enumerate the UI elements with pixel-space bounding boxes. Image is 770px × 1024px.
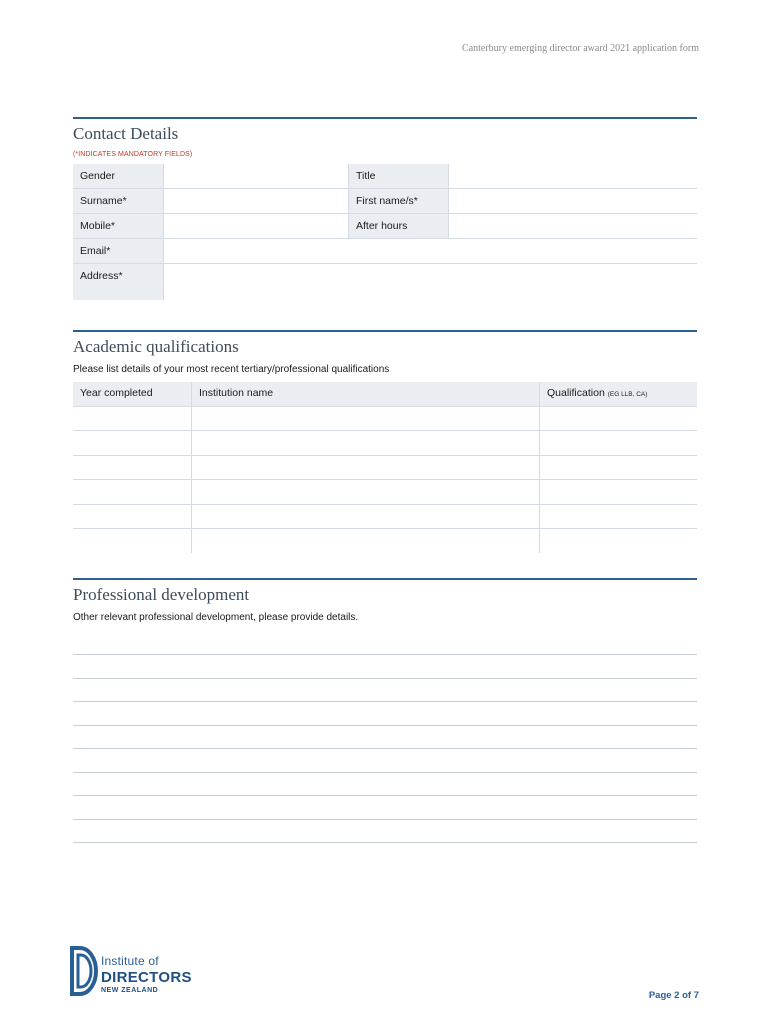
professional-section-title: Professional development [73, 585, 250, 604]
contact-row [73, 264, 697, 300]
year-cell[interactable] [73, 529, 192, 553]
year-cell[interactable] [73, 431, 192, 455]
writing-line[interactable] [73, 842, 697, 843]
address-field[interactable] [164, 264, 697, 300]
table-row [73, 407, 697, 432]
writing-line[interactable] [73, 678, 697, 702]
contact-row [73, 164, 697, 189]
table-row [73, 529, 697, 553]
writing-line[interactable] [73, 748, 697, 772]
institution-cell[interactable] [192, 480, 540, 504]
table-row [73, 456, 697, 481]
institution-cell[interactable] [192, 456, 540, 480]
year-cell[interactable] [73, 407, 192, 431]
academic-section-title: Academic qualifications [73, 337, 239, 356]
mobile-label: Mobile* [73, 214, 164, 238]
section-divider [73, 578, 697, 580]
qualification-cell[interactable] [540, 529, 697, 553]
table-header-row [73, 382, 697, 407]
writing-line[interactable] [73, 819, 697, 843]
table-row [73, 480, 697, 505]
logo-text-new-zealand: NEW ZEALAND [101, 987, 159, 994]
mobile-field[interactable] [164, 214, 349, 238]
year-cell[interactable] [73, 456, 192, 480]
section-divider [73, 330, 697, 332]
table-row [73, 431, 697, 456]
writing-line[interactable] [73, 701, 697, 725]
title-field[interactable] [449, 164, 697, 188]
gender-label: Gender [73, 164, 164, 188]
gender-field[interactable] [164, 164, 349, 188]
institution-cell[interactable] [192, 431, 540, 455]
institution-cell[interactable] [192, 529, 540, 553]
table-row [73, 505, 697, 530]
professional-details-lines [73, 654, 697, 843]
contact-row [73, 239, 697, 264]
iod-logo [70, 944, 220, 996]
qualification-cell[interactable] [540, 407, 697, 431]
contact-section-title: Contact Details [73, 124, 179, 143]
contact-details-table [73, 164, 697, 300]
professional-intro: Other relevant professional development, please provide details. [73, 612, 359, 623]
institution-cell[interactable] [192, 505, 540, 529]
qualification-cell[interactable] [540, 480, 697, 504]
year-cell[interactable] [73, 505, 192, 529]
institution-column-header: Institution name [192, 382, 540, 406]
after-hours-label: After hours [349, 214, 449, 238]
first-names-field[interactable] [449, 189, 697, 213]
academic-intro: Please list details of your most recent tertiary/professional qualifications [73, 364, 390, 375]
qualification-cell[interactable] [540, 431, 697, 455]
page-number: Page 2 of 7 [648, 990, 699, 1001]
email-label: Email* [73, 239, 164, 263]
academic-table [73, 382, 697, 553]
year-cell[interactable] [73, 480, 192, 504]
contact-row [73, 189, 697, 214]
mandatory-note: (*INDICATES MANDATORY FIELDS) [73, 151, 193, 158]
logo-text-directors: DIRECTORS [101, 969, 192, 986]
writing-line[interactable] [73, 795, 697, 819]
institution-cell[interactable] [192, 407, 540, 431]
first-names-label: First name/s* [349, 189, 449, 213]
qualification-column-header [540, 382, 697, 406]
title-label: Title [349, 164, 449, 188]
writing-line[interactable] [73, 725, 697, 749]
address-label: Address* [73, 264, 164, 300]
qualification-hint: (EG LLB, CA) [607, 391, 648, 398]
after-hours-field[interactable] [449, 214, 697, 238]
qualification-label: Qualification [547, 387, 605, 399]
surname-label: Surname* [73, 189, 164, 213]
directors-d-icon [70, 946, 98, 996]
email-field[interactable] [164, 239, 697, 263]
qualification-cell[interactable] [540, 505, 697, 529]
qualification-cell[interactable] [540, 456, 697, 480]
writing-line[interactable] [73, 654, 697, 678]
section-divider [73, 117, 697, 119]
form-header-title: Canterbury emerging director award 2021 application form [462, 43, 699, 54]
year-column-header: Year completed [73, 382, 192, 406]
contact-row [73, 214, 697, 239]
writing-line[interactable] [73, 772, 697, 796]
logo-text-institute: Institute of [101, 954, 159, 968]
surname-field[interactable] [164, 189, 349, 213]
